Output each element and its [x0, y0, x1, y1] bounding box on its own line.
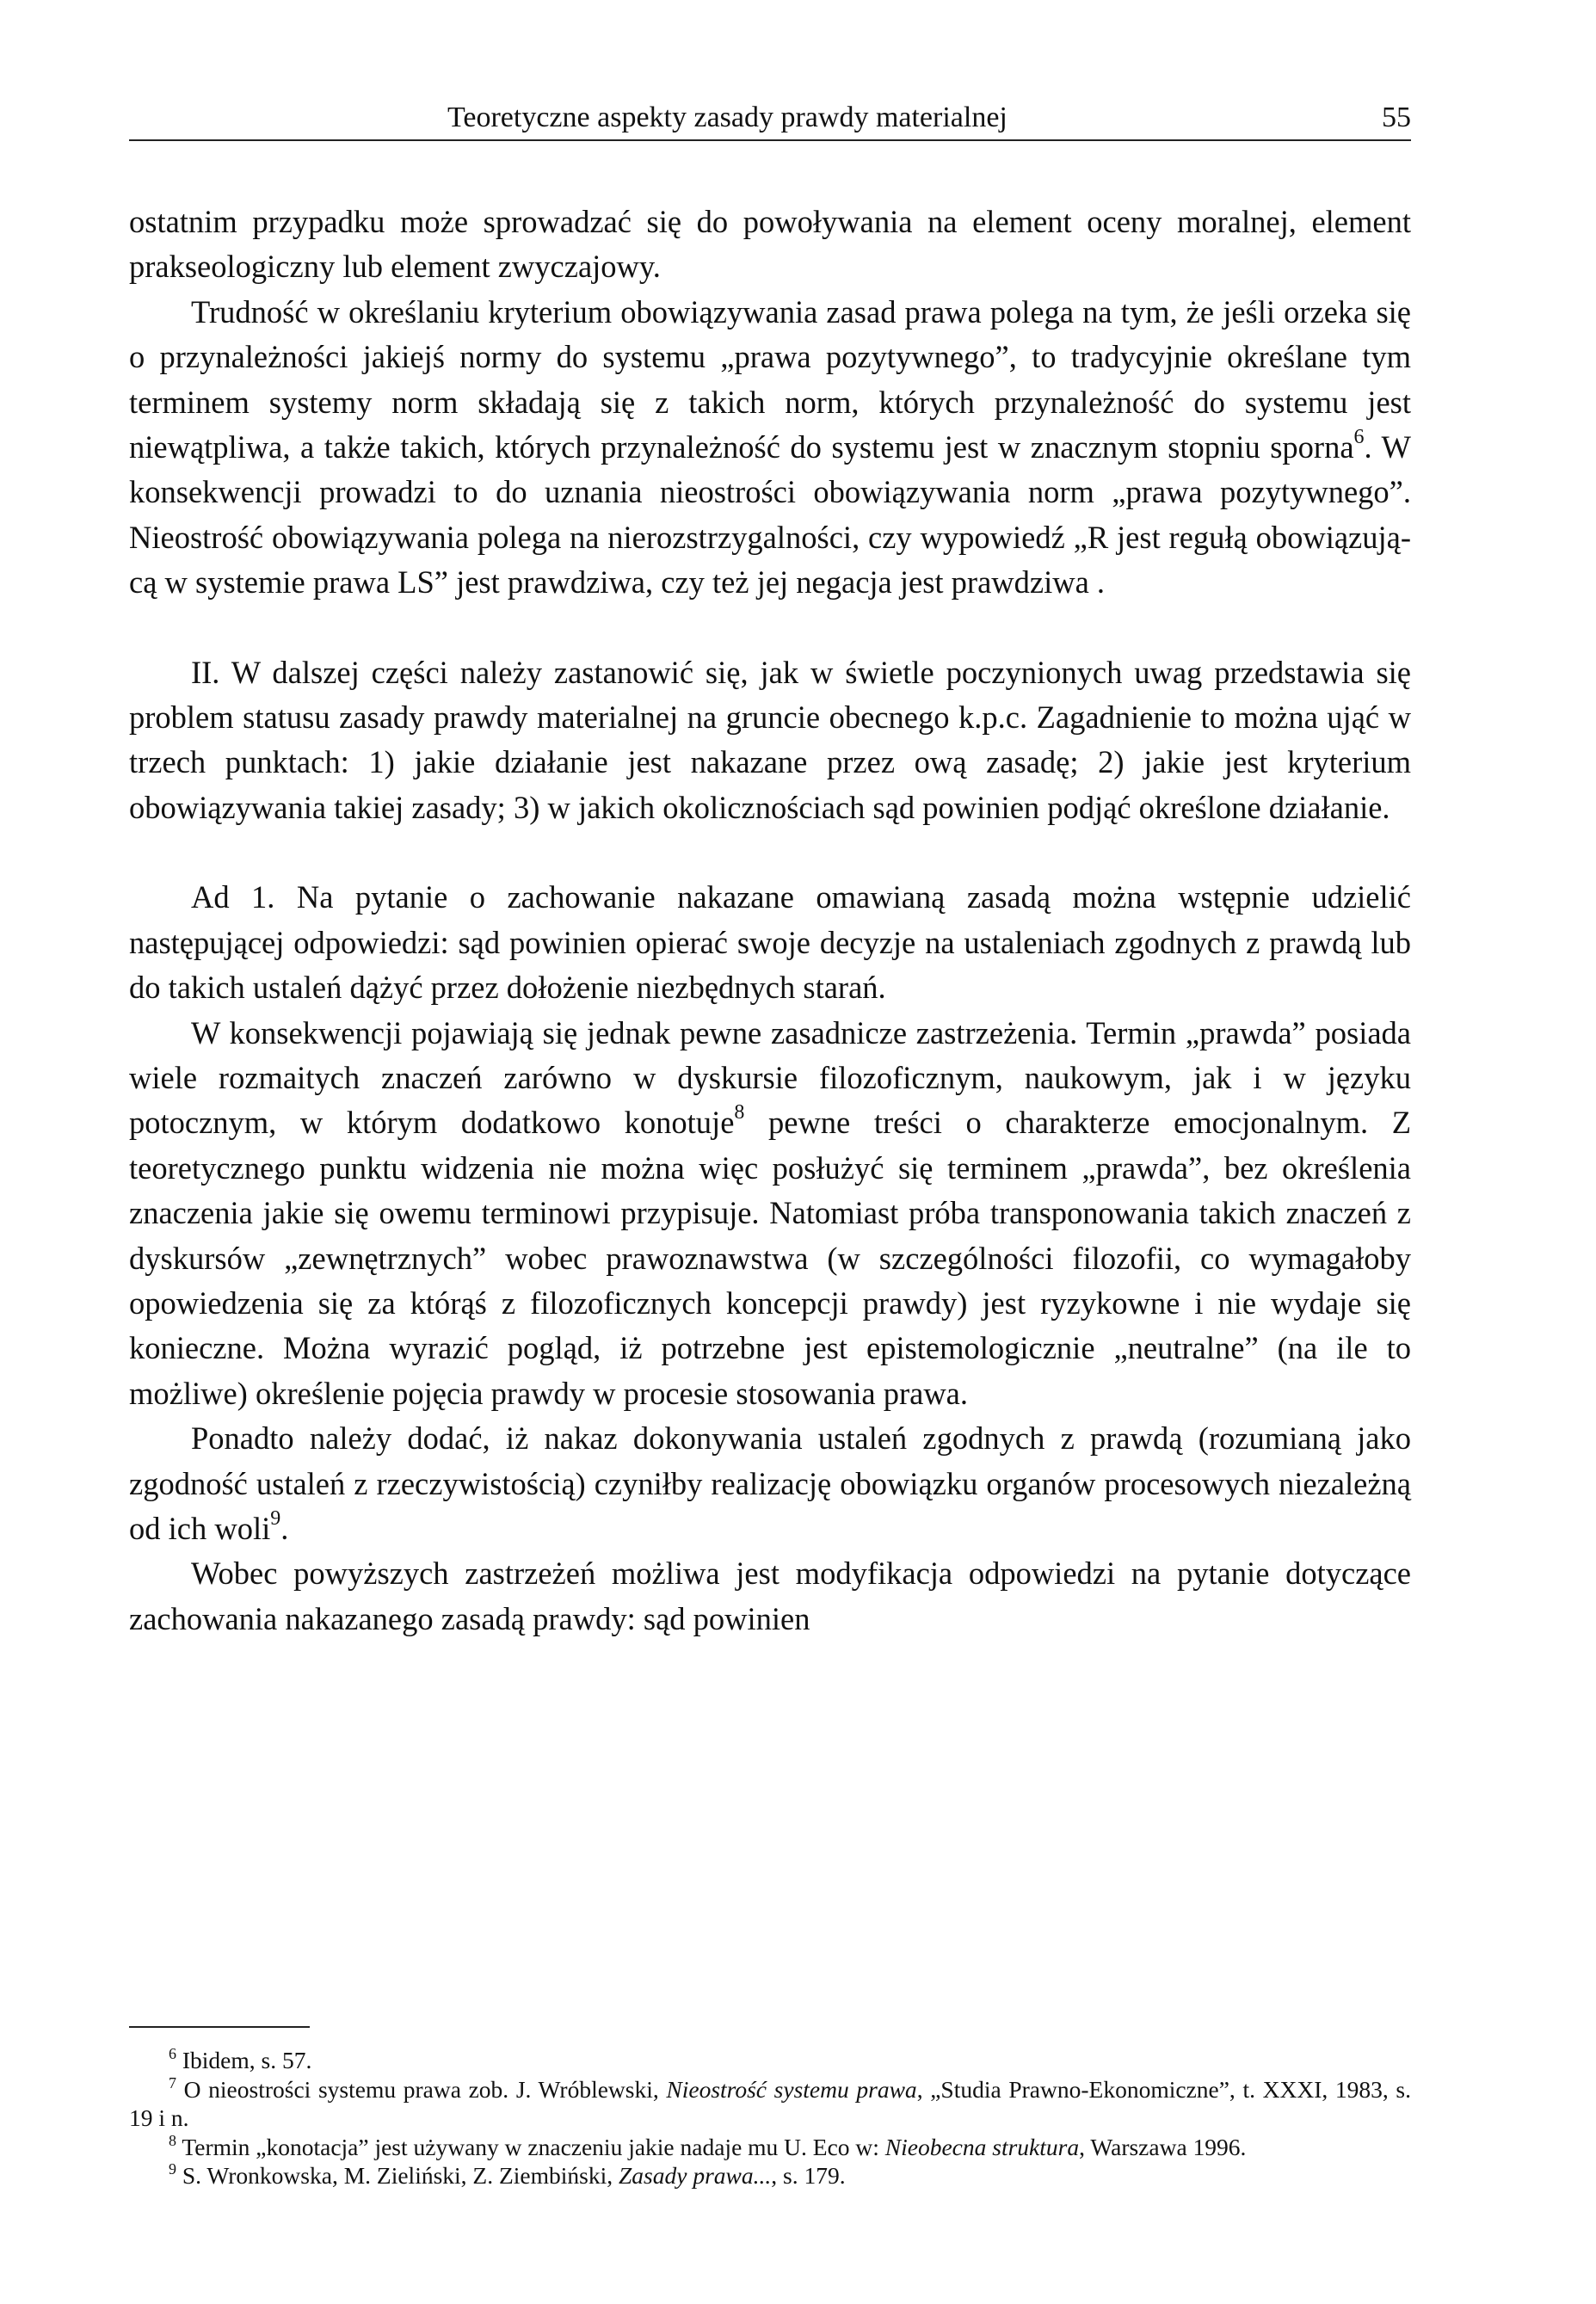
running-title: Teoretyczne aspekty zasady prawdy materialnej — [447, 102, 1008, 133]
footnote-7 — [129, 2075, 1411, 2133]
footnote-number: 8 — [169, 2131, 176, 2149]
footnote-text: O nieostrości systemu prawa zob. J. Wróblewski, — [176, 2075, 667, 2103]
footnote-6 — [129, 2046, 1411, 2075]
footnote-cited-title: Zasady prawa... — [619, 2162, 772, 2189]
paragraph-text: Trudność w określaniu kryterium obowiązywania zasad prawa polega na tym, że jeśli orzeka się o przynależności jakiejś normy do systemu „prawa pozytywnego”, to tradycyjnie określane tym terminem systemy norm składają się z takich norm, których przynależność do systemu jest niewątpliwa, a także takich, których przynależność do systemu jest w znacznym stopniu sporna — [129, 293, 1411, 465]
paragraph-text: Ponadto należy dodać, iż nakaz dokonywania ustaleń zgodnych z prawdą (rozumianą jako zgodność ustaleń z rzeczywistością) czyniłby realizację obowiązku organów procesowych niezależną od ich woli — [129, 1420, 1411, 1546]
footnote-text: , „Studia Prawno-Ekonomiczne”, t. XXXI, 1983, s. 19 i n. — [129, 2075, 1411, 2131]
footnote-ref-9: 9 — [270, 1507, 281, 1531]
paragraph-moreover — [129, 1416, 1411, 1551]
footnote-9 — [129, 2161, 1411, 2190]
paragraph-ad-1 — [129, 875, 1411, 1010]
paragraph-reservations — [129, 1011, 1411, 1417]
footnote-text: S. Wronkowska, M. Zieliński, Z. Ziembiński, — [176, 2162, 619, 2189]
paragraph-text: ostatnim przypadku może sprowadzać się do powoływania na element oceny moralnej, element prakseologiczny lub element zwyczajowy. — [129, 204, 1411, 285]
footnote-separator — [129, 2026, 310, 2028]
footnotes — [129, 2046, 1411, 2190]
paragraph-text: Wobec powyższych zastrzeżeń możliwa jest modyfikacja odpowiedzi na pytanie dotyczące zachowania nakazanego zasadą prawdy: sąd powinien — [129, 1556, 1411, 1636]
footnote-8 — [129, 2133, 1411, 2162]
paragraph-text: W konsekwencji pojawiają się jednak pewne zasadnicze zastrzeżenia. Termin „prawda” posiada wiele rozmaitych znaczeń zarówno w dyskursie filozoficznym, naukowym, jak i w języku potocznym, w którym dodatkowo konotuje — [129, 1014, 1411, 1141]
paragraph-modification — [129, 1551, 1411, 1642]
main-text — [129, 200, 1411, 1642]
paragraph-text: pewne treści o charakterze emocjonalnym. Z teoretycznego punktu widzenia nie można więc posłużyć się terminem „prawda”, bez określenia znaczenia jakie się owemu terminowi przypisuje. Natomiast próba transponowania takich znaczeń z dyskursów „zewnętrznych” wobec prawoznawstwa (w szczególności filozofii, co wymagałoby opowiedzenia się za którąś z filozoficznych koncepcji prawdy) jest ryzykowne i nie wydaje się konieczne. Można wyrazić pogląd, iż potrzebne jest epistemologicznie „neutralne” (na ile to możliwe) określenie pojęcia prawdy w procesie stosowania prawa. — [129, 1105, 1411, 1411]
paragraph-continuation — [129, 200, 1411, 290]
paragraph-text: II. W dalszej części należy zastanowić się, jak w świetle poczynionych uwag przedstawia się problem statusu zasady prawdy materialnej na gruncie obecnego k.p.c. Zagadnienie to można ująć w trzech punktach: 1) jakie działanie jest nakazane przez ową zasadę; 2) jakie jest kryterium obowiązywania takiej zasady; 3) w jakich okolicznościach sąd powinien podjąć określone działanie. — [129, 654, 1411, 825]
footnote-number: 6 — [169, 2045, 176, 2063]
footnote-text: , Warszawa 1996. — [1079, 2133, 1247, 2160]
footnote-ref-8: 8 — [734, 1101, 745, 1124]
running-header — [129, 95, 1411, 146]
paragraph-section-ii — [129, 650, 1411, 831]
paragraph-text: . W konsekwencji prowadzi to do uznania nieostrości obowiązywania norm „prawa pozytywnego”. Nieostrość obowiązywania polega na nierozstrzygalności, czy wypowiedź „R jest regułą obowiązującą w systemie prawa LS” jest prawdziwa, czy też jej negacja jest prawdziwa . — [129, 429, 1411, 601]
page-number: 55 — [1382, 102, 1411, 133]
footnote-cited-title: Nieostrość systemu prawa — [666, 2075, 917, 2103]
footnote-ref-6: 6 — [1353, 426, 1365, 449]
footnote-cited-title: Nieobecna struktura — [884, 2133, 1080, 2160]
footnote-text: , s. 179. — [771, 2162, 846, 2189]
footnote-number: 9 — [169, 2160, 176, 2178]
header-rule — [129, 139, 1411, 141]
paragraph-text: . — [280, 1510, 289, 1546]
footnote-text: Termin „konotacja” jest używany w znaczeniu jakie nadaje mu U. Eco w: — [176, 2133, 885, 2160]
footnote-number: 7 — [169, 2073, 176, 2091]
paragraph-text: Ad 1. Na pytanie o zachowanie nakazane omawianą zasadą można wstępnie udzielić następującej odpowiedzi: sąd powinien opierać swoje decyzje na ustaleniach zgodnych z prawdą lub do takich ustaleń dążyć przez dołożenie niezbędnych starań. — [129, 879, 1411, 1006]
footnote-text: Ibidem, s. 57. — [176, 2047, 312, 2073]
paragraph-criterion-difficulty — [129, 290, 1411, 606]
